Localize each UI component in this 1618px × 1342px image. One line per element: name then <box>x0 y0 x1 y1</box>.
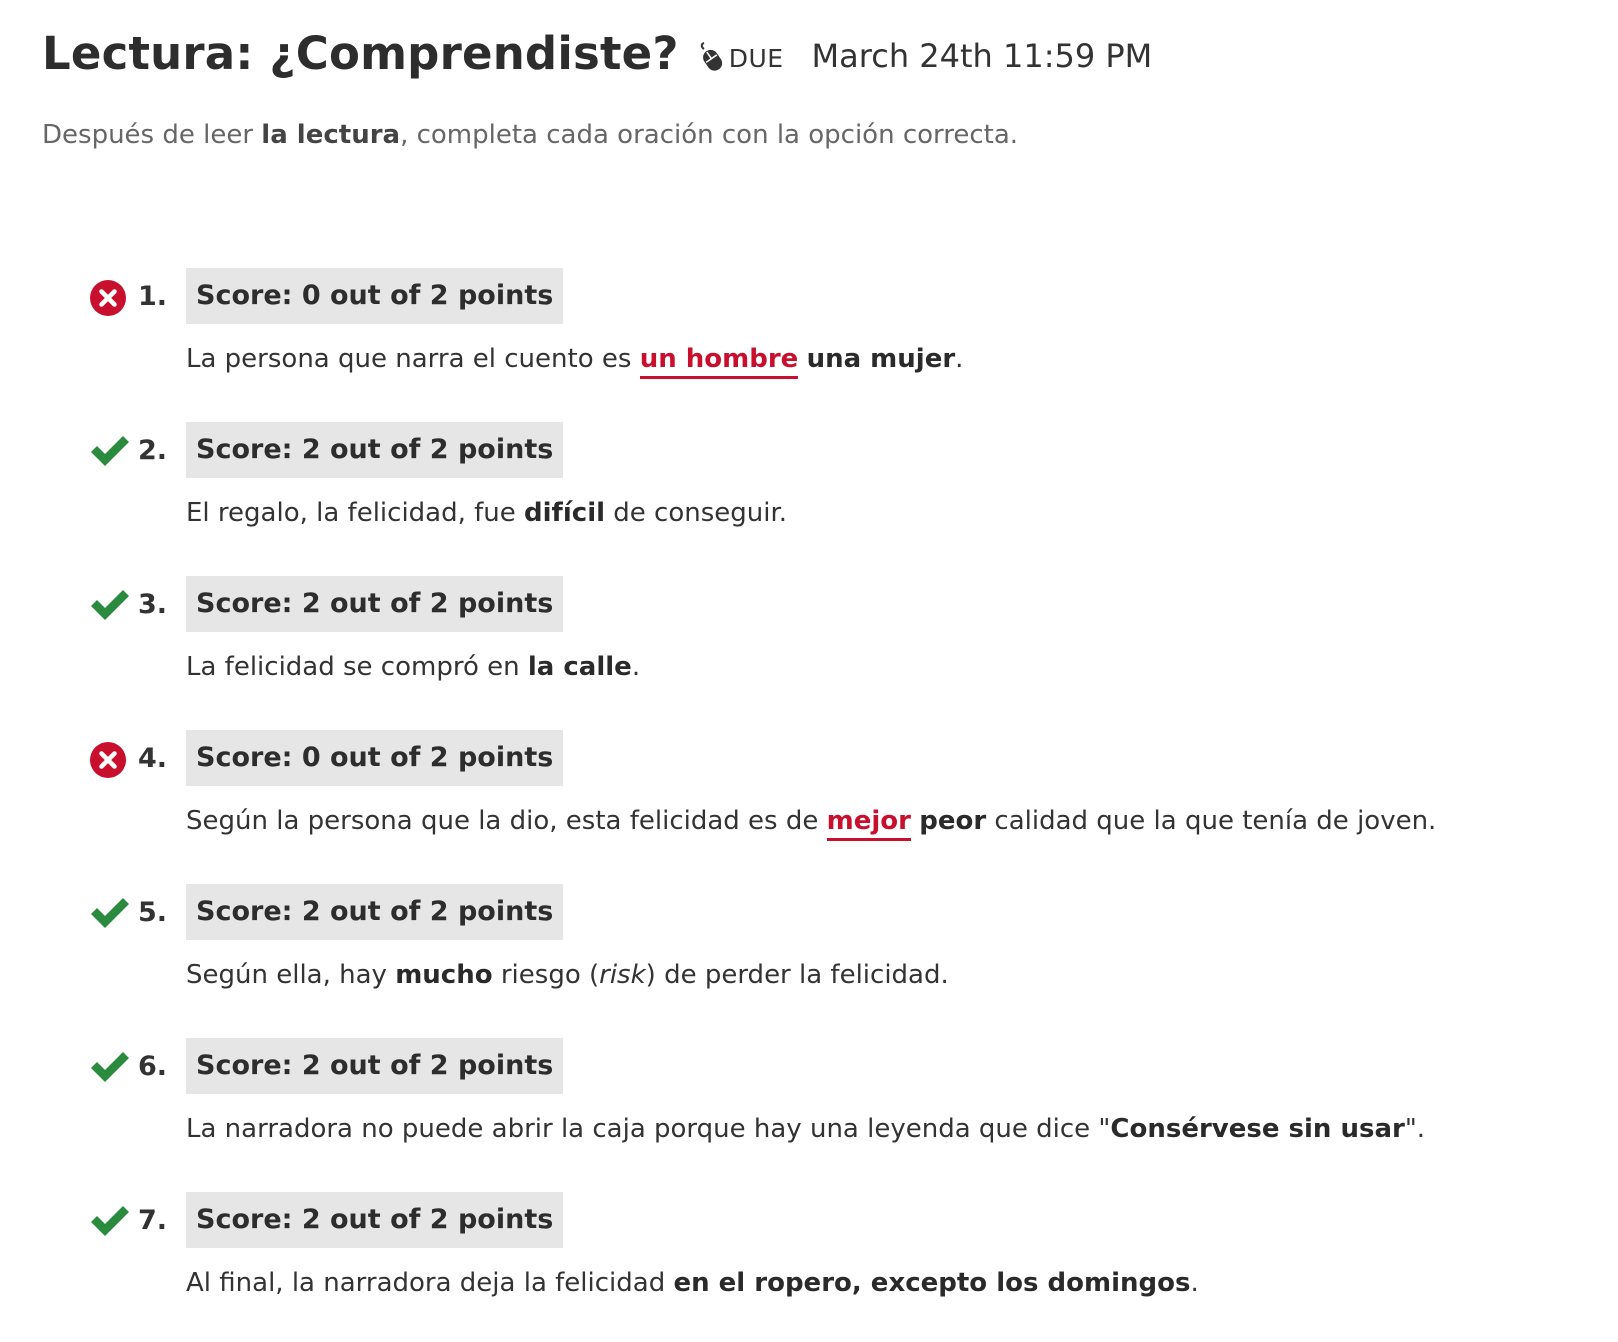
checkmark-icon <box>90 1046 130 1086</box>
question-number: 5. <box>138 896 168 928</box>
incorrect-icon <box>90 276 130 316</box>
score-badge: Score: 2 out of 2 points <box>186 884 563 940</box>
question-header <box>90 1038 1590 1094</box>
page-title: Lectura: ¿Comprendiste? <box>42 27 679 80</box>
correct-answer: mucho <box>395 960 493 990</box>
due-label: DUE <box>728 43 784 73</box>
due-date: March 24th 11:59 PM <box>811 37 1153 75</box>
mouse-icon <box>697 40 727 74</box>
incorrect-icon <box>90 738 130 778</box>
correct-answer: Consérvese sin usar <box>1110 1114 1405 1144</box>
question-text <box>186 1114 1425 1144</box>
question-item <box>90 1038 1590 1192</box>
question-number: 7. <box>138 1204 168 1236</box>
checkmark-icon <box>90 1200 130 1240</box>
question-text-pre: Al final, la narradora deja la felicidad <box>186 1268 674 1298</box>
question-number: 6. <box>138 1050 168 1082</box>
question-item <box>90 576 1590 730</box>
question-item <box>90 1192 1590 1342</box>
correct-answer: peor <box>919 806 987 836</box>
checkmark-icon <box>90 892 130 932</box>
score-badge: Score: 2 out of 2 points <box>186 1192 563 1248</box>
italic-gloss: risk <box>599 960 646 990</box>
checkmark-icon <box>90 430 130 470</box>
instructions-text-post: , completa cada oración con la opción correcta. <box>400 120 1019 150</box>
question-item <box>90 268 1590 422</box>
question-header <box>90 730 1590 786</box>
question-number: 2. <box>138 434 168 466</box>
question-header <box>90 268 1590 324</box>
question-text <box>186 960 949 990</box>
question-text-post: ) de perder la felicidad. <box>645 960 949 990</box>
instructions-link-reading: la lectura <box>261 120 401 150</box>
instructions <box>42 120 1018 150</box>
question-text-post: de conseguir. <box>605 498 788 528</box>
question-text <box>186 806 1436 836</box>
question-number: 3. <box>138 588 168 620</box>
question-header <box>90 1192 1590 1248</box>
question-text-pre: La narradora no puede abrir la caja porque hay una leyenda que dice " <box>186 1114 1111 1144</box>
correct-answer: una mujer <box>806 344 956 374</box>
question-item <box>90 884 1590 1038</box>
score-badge: Score: 2 out of 2 points <box>186 422 563 478</box>
score-badge: Score: 2 out of 2 points <box>186 576 563 632</box>
score-badge: Score: 0 out of 2 points <box>186 268 563 324</box>
question-item <box>90 422 1590 576</box>
score-badge: Score: 0 out of 2 points <box>186 730 563 786</box>
question-list <box>90 268 1590 1342</box>
question-text <box>186 652 640 682</box>
question-text-pre: El regalo, la felicidad, fue <box>186 498 525 528</box>
question-text <box>186 498 787 528</box>
question-text-post: . <box>955 344 964 374</box>
checkmark-icon <box>90 584 130 624</box>
question-text-pre: Según la persona que la dio, esta felicidad es de <box>186 806 827 836</box>
question-header <box>90 576 1590 632</box>
incorrect-selection: un hombre <box>640 344 799 379</box>
question-text-post: . <box>631 652 641 682</box>
instructions-text-pre: Después de leer <box>42 120 262 150</box>
incorrect-selection: mejor <box>827 806 911 841</box>
question-item <box>90 730 1590 884</box>
question-text-post: . <box>1190 1268 1199 1298</box>
question-text <box>186 1268 1199 1298</box>
question-text-post: ". <box>1404 1114 1426 1144</box>
question-text <box>186 344 963 374</box>
question-text-pre: La felicidad se compró en <box>186 652 528 682</box>
question-header <box>90 422 1590 478</box>
question-number: 1. <box>138 280 168 312</box>
question-text-post: calidad que la que tenía de joven. <box>986 806 1437 836</box>
assignment-header <box>42 24 1152 84</box>
score-badge: Score: 2 out of 2 points <box>186 1038 563 1094</box>
correct-answer: en el ropero, excepto los domingos <box>673 1268 1191 1298</box>
question-text-pre: Según ella, hay <box>186 960 396 990</box>
correct-answer: difícil <box>524 498 606 528</box>
question-text-pre: La persona que narra el cuento es <box>186 344 640 374</box>
correct-answer: la calle <box>527 652 632 682</box>
question-number: 4. <box>138 742 168 774</box>
question-text-mid: riesgo ( <box>492 960 600 990</box>
question-header <box>90 884 1590 940</box>
